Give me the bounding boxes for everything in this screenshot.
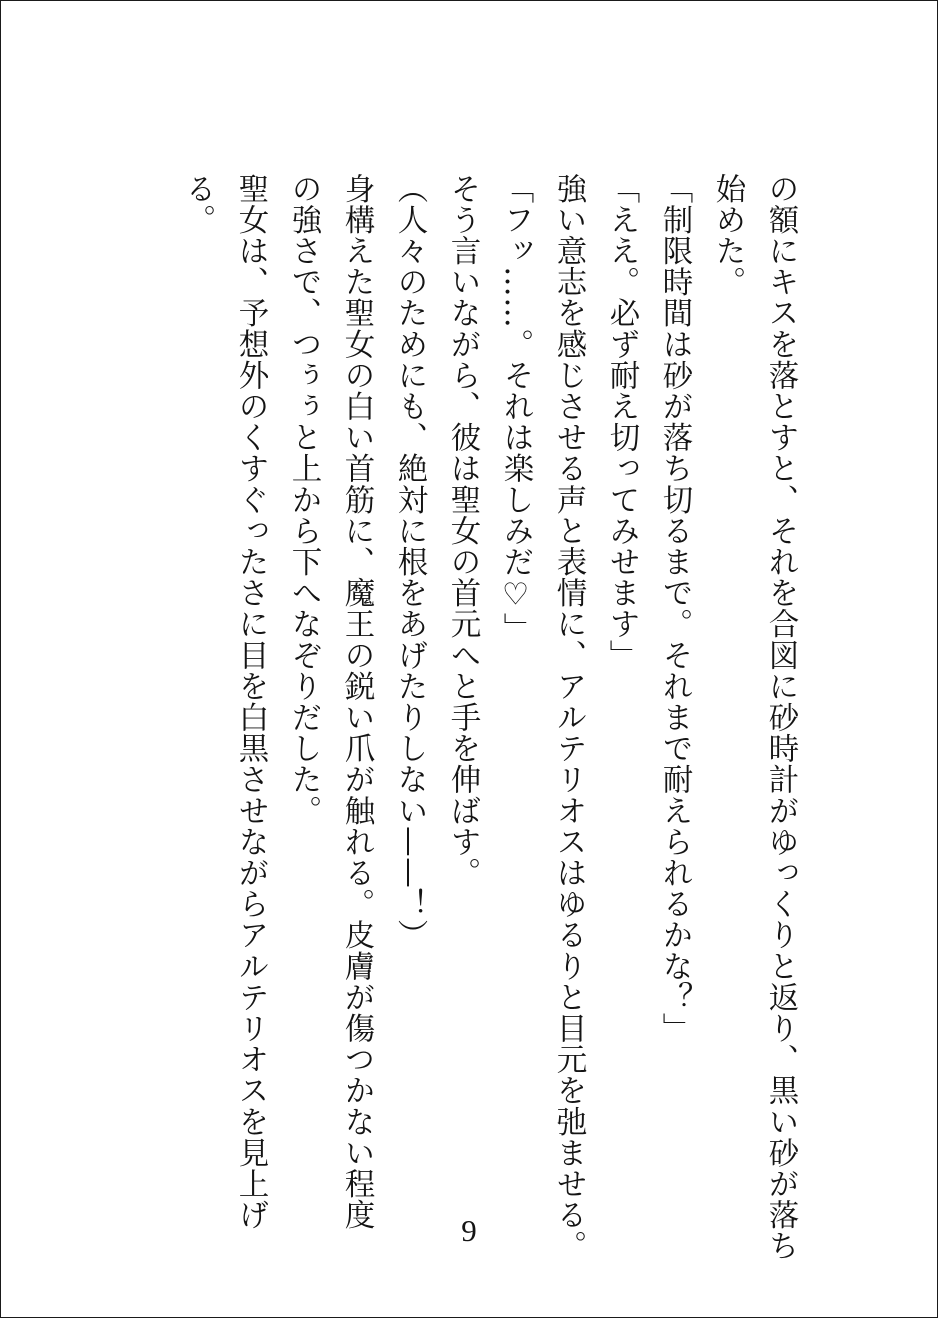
text-line: の額にキスを落とすと、それを合図に砂時計がゆっくりと返り、黒い砂が落ち [763,173,798,1262]
text-line: 「制限時間は砂が落ち切るまで。それまで耐えられるかな？」 [657,173,692,1044]
page-number: 9 [461,1213,477,1248]
text-line: そう言いながら、彼は聖女の首元へと手を伸ばす。 [445,173,480,889]
text-line: 強い意志を感じさせる声と表情に、アルテリオスはゆるりと目元を弛ませる。 [551,173,586,1262]
text-line: 身構えた聖女の白い首筋に、魔王の鋭い爪が触れる。皮膚が傷つかない程度 [339,173,374,1231]
vertical-text-body [171,173,807,1262]
text-line: 「フッ……。それは楽しみだ♡」 [498,173,533,644]
text-line: 始めた。 [710,173,745,298]
text-line: る。 [180,173,215,236]
text-line: 「ええ。必ず耐え切ってみせます」 [604,173,639,671]
text-line: 聖女は、予想外のくすぐったさに目を白黒させながらアルテリオスを見上げ [233,173,268,1231]
text-line: の強さで、つぅぅと上から下へなぞりだした。 [286,173,321,827]
text-line: （人々のためにも、絶対に根をあげたりしない——！） [392,173,427,951]
